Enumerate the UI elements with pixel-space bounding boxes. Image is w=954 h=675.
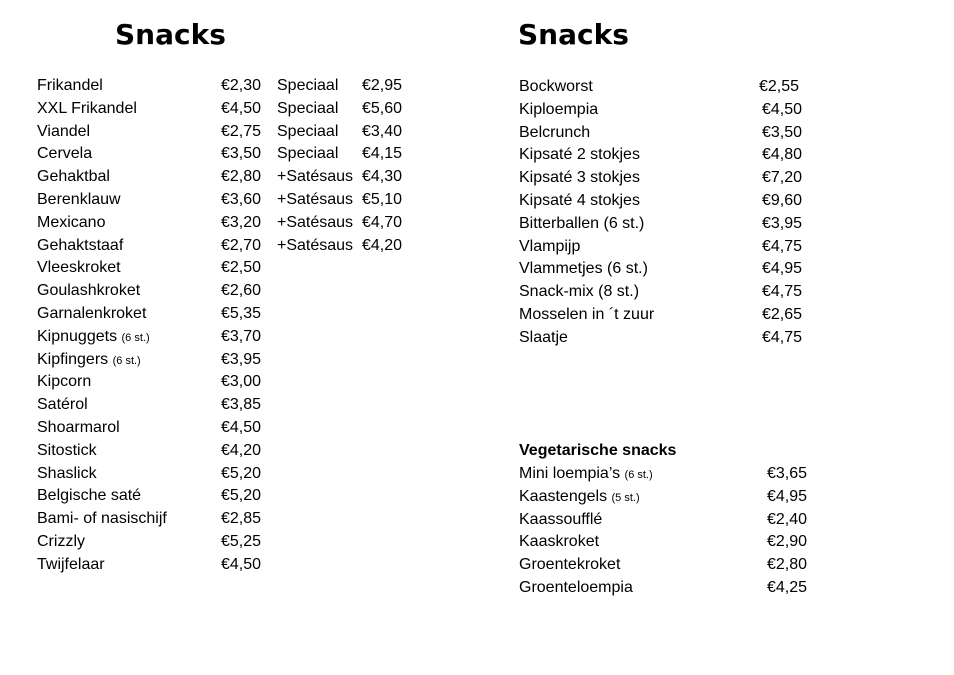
item-name (519, 463, 653, 487)
menu-item (37, 303, 277, 326)
menu-item (37, 531, 277, 554)
item-name (519, 190, 640, 213)
item-price: €4,75 (762, 328, 803, 346)
menu-item (519, 463, 819, 486)
item-price: €4,25 (767, 578, 808, 596)
menu-item (37, 98, 277, 121)
item-name (37, 235, 123, 258)
item-name (277, 235, 353, 258)
item-name (37, 212, 105, 235)
item-name-text: Speciaal (277, 122, 339, 140)
item-name (37, 531, 85, 554)
item-price: €2,90 (767, 533, 808, 551)
item-name-text: +Satésaus (277, 168, 354, 186)
item-name (37, 485, 141, 508)
menu-item (37, 121, 277, 144)
menu-item (519, 554, 819, 577)
item-price: €3,65 (767, 465, 808, 482)
left-title: Snacks (115, 18, 226, 51)
item-name (519, 122, 590, 145)
menu-item (519, 304, 819, 327)
menu-item (277, 189, 417, 212)
item-price: €4,50 (221, 418, 262, 436)
middle-snack-list (277, 75, 417, 257)
menu-item (519, 190, 819, 213)
item-name (519, 509, 602, 532)
item-name-text: Slaatje (519, 328, 568, 346)
menu-item (37, 417, 277, 440)
item-price: €3,40 (362, 122, 403, 140)
item-price: €7,20 (762, 169, 803, 187)
item-name-text: Berenklauw (37, 190, 121, 208)
item-name (37, 508, 167, 531)
item-name (37, 257, 121, 280)
item-name (37, 75, 103, 98)
menu-item (37, 371, 277, 394)
menu-item (519, 531, 819, 554)
item-name-text: Belcrunch (519, 123, 591, 141)
item-name-text: Vleeskroket (37, 259, 121, 277)
item-name (277, 121, 338, 144)
item-name (37, 143, 92, 166)
item-price: €4,95 (767, 487, 808, 505)
item-name-text: Kipsaté 2 stokjes (519, 146, 640, 164)
menu-item (37, 394, 277, 417)
item-name-text: Viandel (37, 122, 91, 140)
menu-item (37, 75, 277, 98)
menu-item (277, 235, 417, 258)
item-price: €5,60 (362, 99, 403, 117)
item-price: €4,75 (762, 283, 803, 301)
item-price: €3,95 (762, 214, 803, 232)
item-note: (5 st.) (611, 491, 640, 504)
item-price: €4,15 (362, 145, 403, 163)
right-snack-list (519, 76, 819, 350)
item-price: €3,00 (221, 373, 262, 391)
item-name-text: Vlammetjes (6 st.) (519, 260, 648, 278)
item-price: €4,75 (762, 237, 803, 255)
menu-item (519, 167, 819, 190)
menu-item (277, 121, 417, 144)
item-name (519, 327, 568, 350)
item-name-text: Bockworst (519, 78, 593, 95)
item-name (277, 212, 353, 235)
item-name-text: Kipnuggets (37, 327, 118, 345)
item-name (37, 371, 91, 394)
menu-item (37, 554, 277, 577)
item-price: €2,80 (767, 556, 808, 574)
item-price: €3,50 (221, 145, 262, 163)
menu-item (277, 98, 417, 121)
item-name (37, 326, 150, 350)
item-name-text: Belgische saté (37, 487, 142, 505)
item-price: €4,50 (762, 100, 803, 118)
item-name-text: Bitterballen (6 st.) (519, 214, 645, 232)
item-name-text: Kaaskroket (519, 533, 600, 551)
menu-item (37, 485, 277, 508)
item-name-text: Mosselen in ´t zuur (519, 305, 655, 323)
item-name (37, 303, 146, 326)
item-name (277, 143, 338, 166)
item-name-text: Cervela (37, 145, 93, 163)
menu-item (519, 577, 819, 600)
item-price: €4,30 (362, 168, 403, 186)
menu-item (519, 258, 819, 281)
item-name-text: Snack-mix (8 st.) (519, 283, 640, 301)
item-price: €3,95 (221, 350, 262, 368)
item-name-text: XXL Frikandel (37, 99, 137, 117)
item-name-text: Sitostick (37, 441, 97, 459)
item-note: (6 st.) (624, 469, 653, 481)
item-price: €3,20 (221, 213, 262, 231)
item-name-text: Speciaal (277, 77, 339, 94)
item-name-text: Groenteloempia (519, 578, 633, 596)
item-name-text: Goulashkroket (37, 282, 141, 300)
menu-item (37, 212, 277, 235)
menu-item (37, 166, 277, 189)
item-name-text: Shaslick (37, 464, 97, 482)
item-name-text: +Satésaus (277, 213, 354, 231)
item-price: €2,55 (759, 78, 800, 95)
item-name (519, 281, 639, 304)
item-name-text: Frikandel (37, 77, 103, 94)
item-price: €3,60 (221, 190, 262, 208)
menu-item (519, 236, 819, 259)
item-name-text: Gehaktbal (37, 168, 110, 186)
item-price: €2,80 (221, 168, 262, 186)
item-name (277, 166, 353, 189)
item-name-text: +Satésaus (277, 190, 354, 208)
item-name (37, 121, 90, 144)
menu-item (37, 235, 277, 258)
menu-item (277, 212, 417, 235)
item-name (519, 486, 640, 510)
right-title: Snacks (518, 18, 629, 51)
item-name-text: Kipsaté 4 stokjes (519, 191, 640, 209)
menu-item (37, 349, 277, 372)
item-name-text: Garnalenkroket (37, 304, 147, 322)
item-price: €5,20 (221, 487, 262, 505)
item-name (519, 236, 580, 259)
item-name (277, 98, 338, 121)
menu-item (519, 144, 819, 167)
item-price: €5,35 (221, 304, 262, 322)
menu-item (37, 440, 277, 463)
item-name (519, 99, 598, 122)
vegetarian-snack-list (519, 463, 819, 600)
menu-item (37, 280, 277, 303)
item-name-text: Groentekroket (519, 556, 621, 574)
item-name (519, 577, 633, 600)
item-note: (6 st.) (112, 354, 141, 367)
item-name (37, 440, 97, 463)
item-name-text: Bami- of nasischijf (37, 510, 167, 528)
item-price: €2,30 (221, 77, 262, 94)
item-price: €9,60 (762, 191, 803, 209)
item-name (37, 417, 120, 440)
item-price: €2,70 (221, 236, 262, 254)
menu-item (37, 463, 277, 486)
item-name-text: Twijfelaar (37, 555, 105, 573)
item-price: €4,95 (762, 260, 803, 278)
item-name-text: Satérol (37, 396, 88, 414)
menu-item (519, 486, 819, 509)
item-name (519, 258, 648, 281)
menu-item (519, 509, 819, 532)
item-price: €3,70 (221, 327, 262, 345)
item-name-text: +Satésaus (277, 236, 354, 254)
item-name (37, 280, 140, 303)
item-price: €3,50 (762, 123, 803, 141)
vegetarian-heading: Vegetarische snacks (519, 442, 677, 459)
item-name-text: Speciaal (277, 145, 339, 163)
item-name (519, 76, 593, 99)
item-price: €5,20 (221, 464, 262, 482)
item-price: €2,85 (221, 510, 262, 528)
menu-item (37, 143, 277, 166)
menu-item (519, 76, 819, 99)
left-snack-list (37, 75, 277, 577)
item-name (519, 554, 620, 577)
item-name (519, 144, 640, 167)
item-name-text: Mini loempia’s (519, 465, 621, 482)
menu-item (37, 508, 277, 531)
item-name-text: Kaassoufflé (519, 510, 603, 528)
item-name (37, 463, 97, 486)
item-name (277, 75, 338, 98)
item-name-text: Kaastengels (519, 487, 608, 505)
item-price: €2,40 (767, 510, 808, 528)
item-name-text: Kipsaté 3 stokjes (519, 169, 640, 187)
item-name-text: Kipcorn (37, 373, 92, 391)
item-price: €4,50 (221, 555, 262, 573)
item-price: €4,20 (362, 236, 403, 254)
item-price: €2,50 (221, 259, 262, 277)
item-price: €4,50 (221, 99, 262, 117)
item-name-text: Mexicano (37, 213, 106, 231)
item-name (37, 554, 105, 577)
item-name (519, 531, 599, 554)
item-name (519, 213, 644, 236)
item-name-text: Vlampijp (519, 237, 581, 255)
item-note: (6 st.) (121, 331, 150, 344)
item-name-text: Speciaal (277, 99, 339, 117)
item-price: €2,95 (362, 77, 403, 94)
menu-item (277, 75, 417, 98)
item-name (37, 349, 141, 373)
item-name (519, 304, 654, 327)
menu-item (37, 189, 277, 212)
item-price: €2,60 (221, 282, 262, 300)
menu-item (519, 327, 819, 350)
menu-item (37, 257, 277, 280)
item-name-text: Kiploempia (519, 100, 599, 118)
item-name (37, 166, 110, 189)
menu-item (277, 143, 417, 166)
item-name-text: Crizzly (37, 532, 85, 550)
item-name-text: Kipfingers (37, 350, 109, 368)
item-price: €2,65 (762, 305, 803, 323)
menu-item (519, 213, 819, 236)
item-name (519, 167, 640, 190)
item-price: €4,80 (762, 146, 803, 164)
item-name-text: Gehaktstaaf (37, 236, 124, 254)
item-name-text: Shoarmarol (37, 418, 120, 436)
item-price: €5,10 (362, 190, 403, 208)
item-price: €3,85 (221, 396, 262, 414)
item-name (37, 98, 137, 121)
item-name (277, 189, 353, 212)
menu-item (519, 99, 819, 122)
menu-item (519, 281, 819, 304)
menu-item (519, 122, 819, 145)
item-price: €4,20 (221, 441, 262, 459)
item-name (37, 394, 88, 417)
item-price: €5,25 (221, 532, 262, 550)
item-price: €2,75 (221, 122, 262, 140)
menu-item (277, 166, 417, 189)
item-price: €4,70 (362, 213, 403, 231)
menu-item (37, 326, 277, 349)
item-name (37, 189, 121, 212)
